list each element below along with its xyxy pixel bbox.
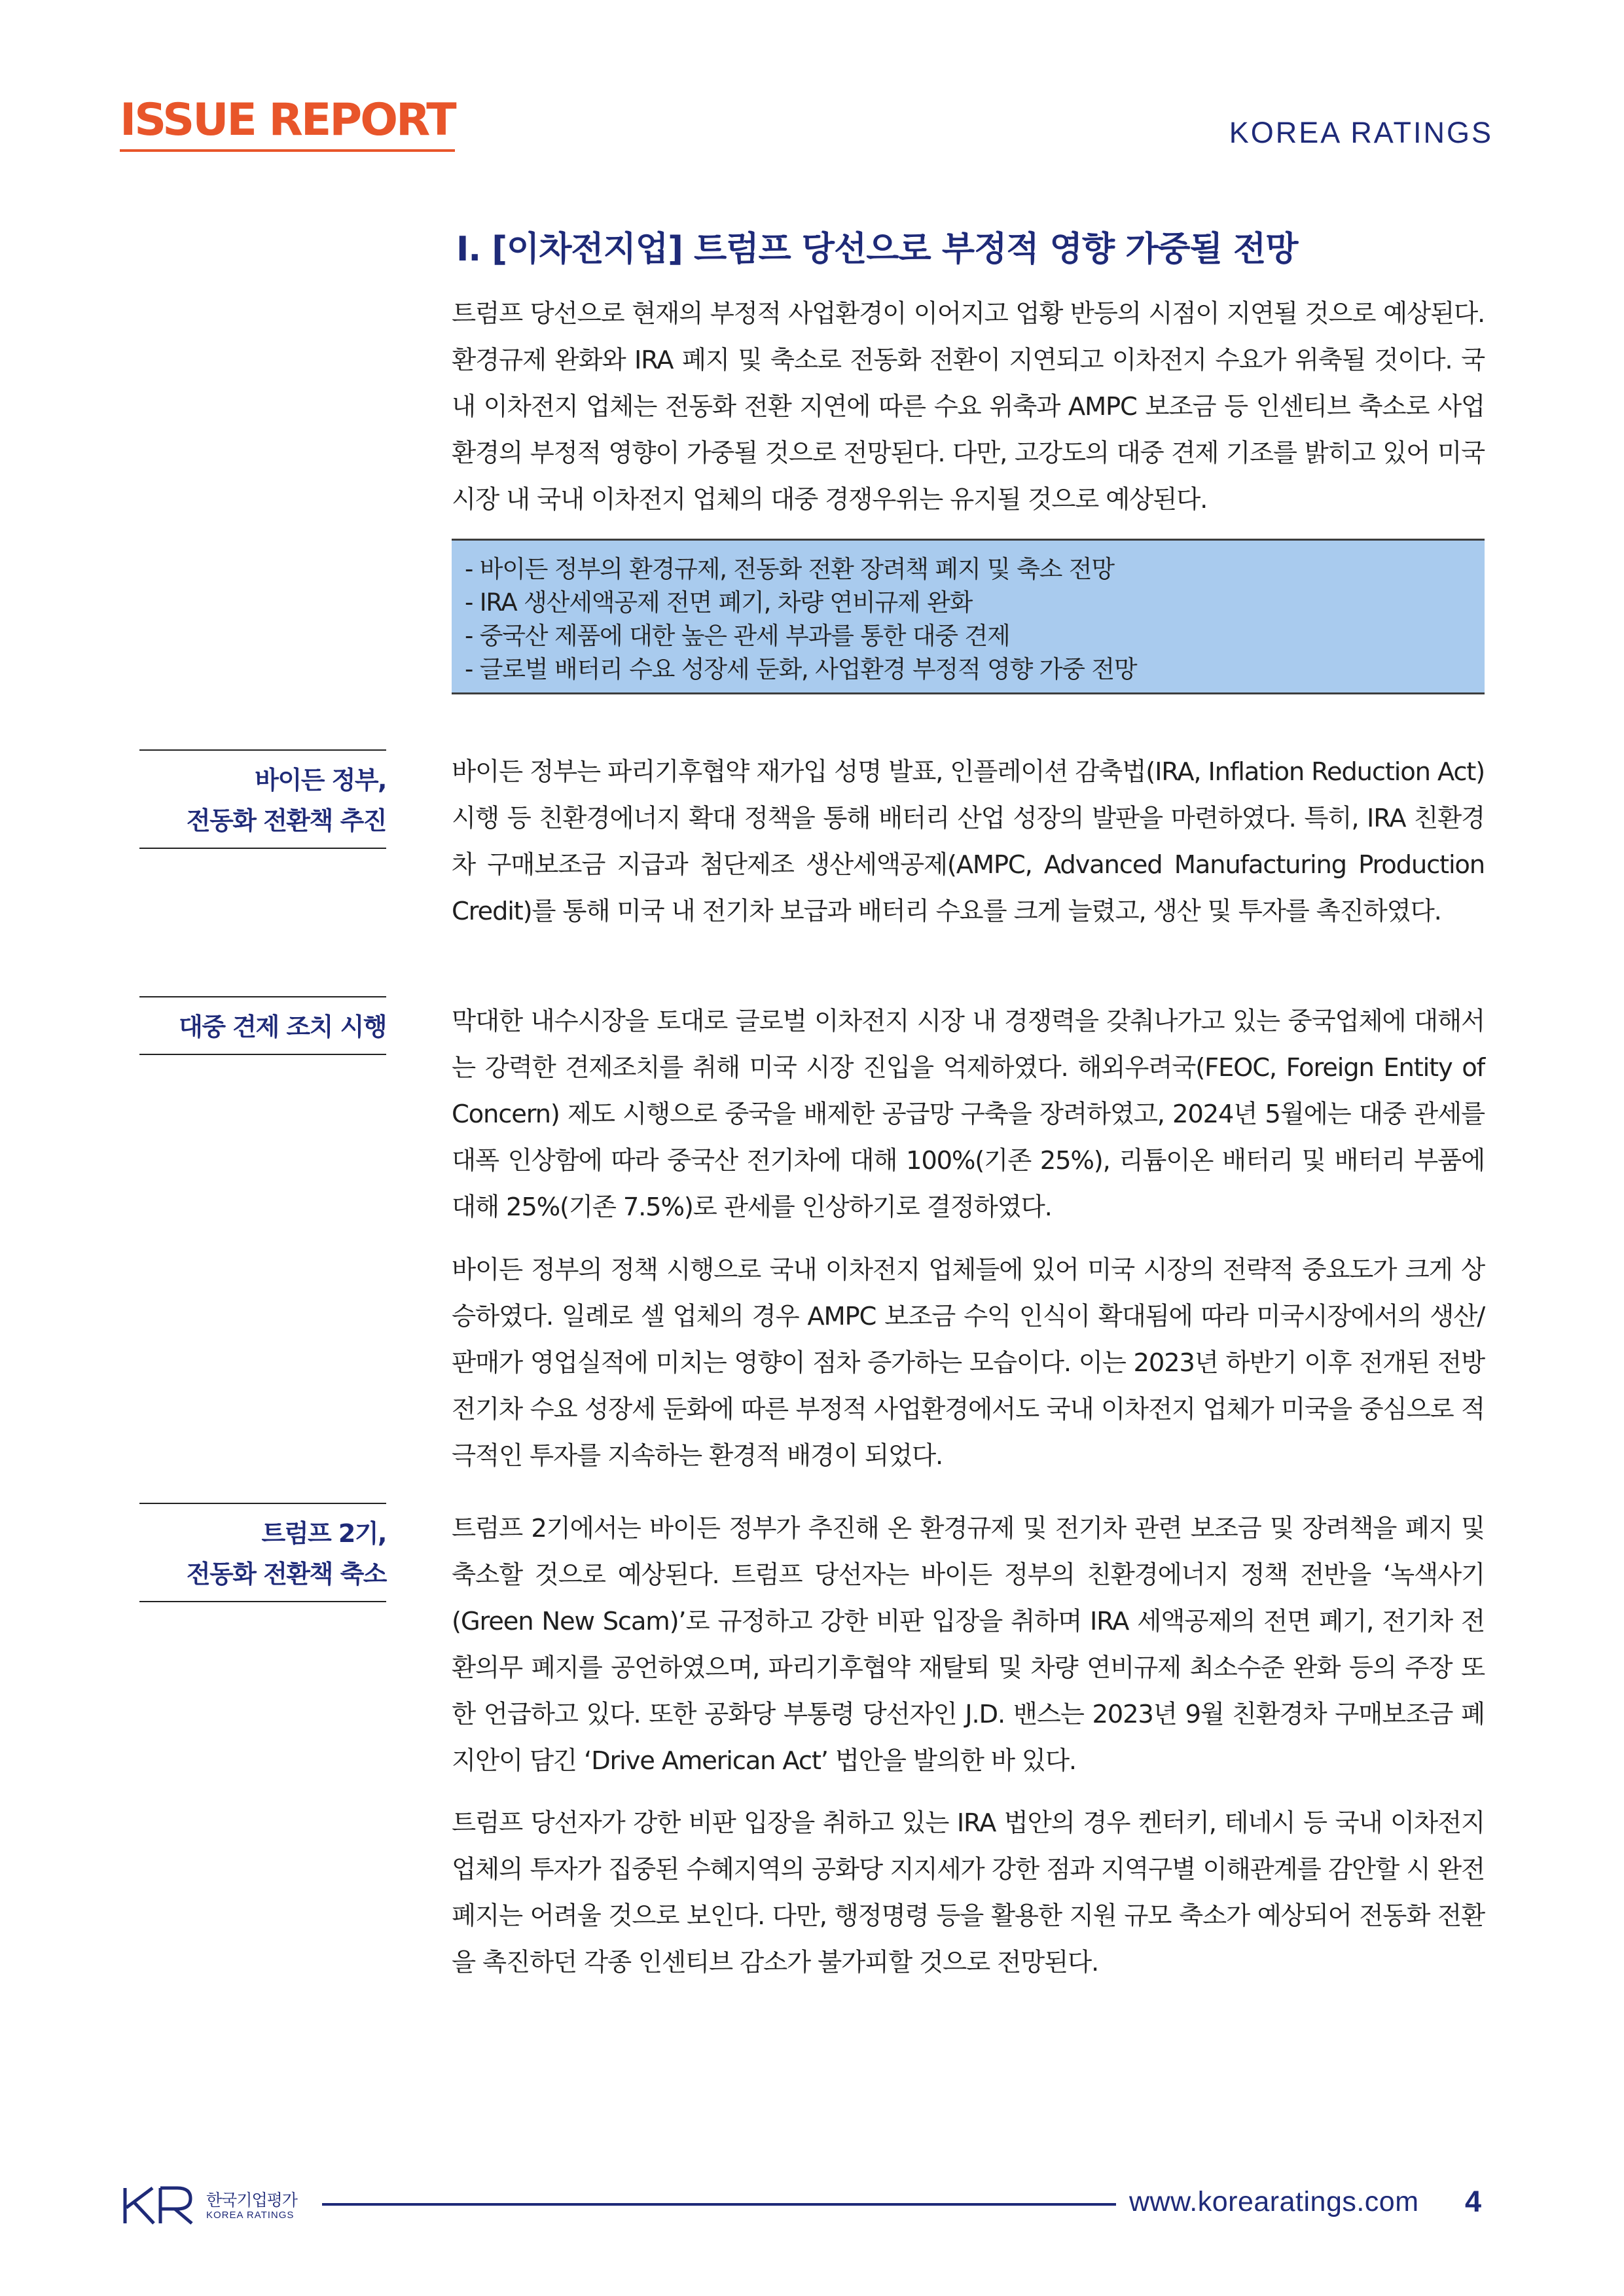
page-number: 4 xyxy=(1465,2185,1482,2218)
footer-company-korean: 한국기업평가 xyxy=(206,2191,297,2210)
report-type-underline xyxy=(120,149,455,152)
us-market-importance-paragraph: 바이든 정부의 정책 시행으로 국내 이차전지 업체들에 있어 미국 시장의 전략적 중요도가 크게 상승하였다. 일례로 셀 업체의 경우 AMPC 보조금 수익 인식이 확대됨에 따라 미국시장에서의 생산/판매가 영업실적에 미치는 영향이 점차 증가하는 모습이다. 이는 2023년 하반기 이후 전개된 전방 전기차 수요 성장세 둔화에 따른 부정적 사업환경에서도 국내 이차전지 업체가 미국을 중심으로 적극적인 투자를 지속하는 환경적 배경이 되었다. xyxy=(452,1255,1485,1471)
side-heading-trump xyxy=(139,1503,386,1602)
ira-outlook-paragraph: 트럼프 당선자가 강한 비판 입장을 취하고 있는 IRA 법안의 경우 켄터키, 테네시 등 국내 이차전지 업체의 투자가 집중된 수혜지역의 공화당 지지세가 강한 점과 지역구별 이해관계를 감안할 시 완전 폐지는 어려울 것으로 보인다. 다만, 행정명령 등을 활용한 지원 규모 축소가 예상되어 전동화 전환을 촉진하던 각종 인센티브 감소가 불가피할 것으로 전망된다. xyxy=(452,1808,1485,1977)
side-heading-line: 대중 견제 조치 시행 xyxy=(179,1013,386,1041)
brand-name: KOREA RATINGS xyxy=(1229,116,1493,149)
report-type-label: ISSUE REPORT xyxy=(120,94,455,146)
trump-policy-paragraph: 트럼프 2기에서는 바이든 정부가 추진해 온 환경규제 및 전기차 관련 보조금 및 장려책을 폐지 및 축소할 것으로 예상된다. 트럼프 당선자는 바이든 정부의 친환경에너지 정책 전반을 ‘녹색사기(Green New Scam)’로 규정하고 강한 비판 입장을 취하며 IRA 세액공제의 전면 폐기, 전기차 전환의무 폐지를 공언하였으며, 파리기후협약 재탈퇴 및 차량 연비규제 최소수준 완화 등의 주장 또한 언급하고 있다. 또한 공화당 부통령 당선자인 J.D. 밴스는 2023년 9월 친환경차 구매보조금 폐지안이 담긴 ‘Drive American Act’ 법안을 발의한 바 있다. xyxy=(452,1514,1485,1776)
summary-item: - IRA 생산세액공제 전면 폐기, 차량 연비규제 완화 xyxy=(465,588,973,617)
side-heading-line: 바이든 정부, xyxy=(255,766,386,795)
report-type-title xyxy=(120,94,455,146)
summary-item: - 중국산 제품에 대한 높은 관세 부과를 통한 대중 견제 xyxy=(465,622,1010,650)
intro-paragraph: 트럼프 당선으로 현재의 부정적 사업환경이 이어지고 업황 반등의 시점이 지연될 것으로 예상된다. 환경규제 완화와 IRA 폐지 및 축소로 전동화 전환이 지연되고 이차전지 수요가 위축될 것이다. 국내 이차전지 업체는 전동화 전환 지연에 따른 수요 위축과 AMPC 보조금 등 인센티브 축소로 사업환경의 부정적 영향이 가중될 것으로 전망된다. 다만, 고강도의 대중 견제 기조를 밝히고 있어 미국시장 내 국내 이차전지 업체의 대중 경쟁우위는 유지될 것으로 예상된다. xyxy=(452,299,1485,514)
footer-company-english: KOREA RATINGS xyxy=(206,2210,295,2221)
summary-item: - 글로벌 배터리 수요 성장세 둔화, 사업환경 부정적 영향 가중 전망 xyxy=(465,655,1137,683)
summary-item: - 바이든 정부의 환경규제, 전동화 전환 장려책 폐지 및 축소 전망 xyxy=(465,555,1114,583)
side-heading-line: 전동화 전환책 추진 xyxy=(186,806,386,835)
footer-website-link[interactable]: www.korearatings.com xyxy=(1129,2186,1419,2217)
side-heading-china-check xyxy=(139,996,386,1055)
footer-divider xyxy=(322,2203,1116,2206)
side-heading-line: 전동화 전환책 축소 xyxy=(186,1560,386,1588)
korea-ratings-logo-icon xyxy=(120,2183,198,2229)
biden-policy-paragraph: 바이든 정부는 파리기후협약 재가입 성명 발표, 인플레이션 감축법(IRA, Inflation Reduction Act) 시행 등 친환경에너지 확대 정책을 통해 배터리 산업 성장의 발판을 마련하였다. 특히, IRA 친환경차 구매보조금 지급과 첨단제조 생산세액공제(AMPC, Advanced Manufacturing Production Credit)를 통해 미국 내 전기차 보급과 배터리 수요를 크게 늘렸고, 생산 및 투자를 촉진하였다. xyxy=(452,757,1485,926)
side-heading-biden xyxy=(139,749,386,849)
side-heading-line: 트럼프 2기, xyxy=(261,1519,386,1548)
china-check-paragraph: 막대한 내수시장을 토대로 글로벌 이차전지 시장 내 경쟁력을 갖춰나가고 있는 중국업체에 대해서는 강력한 견제조치를 취해 미국 시장 진입을 억제하였다. 해외우려국(FEOC, Foreign Entity of Concern) 제도 시행으로 중국을 배제한 공급망 구축을 장려하였고, 2024년 5월에는 대중 관세를 대폭 인상함에 따라 중국산 전기차에 대해 100%(기존 25%), 리튬이온 배터리 및 배터리 부품에 대해 25%(기존 7.5%)로 관세를 인상하기로 결정하였다. xyxy=(452,1007,1485,1222)
section-title: Ⅰ. [이차전지업] 트럼프 당선으로 부정적 영향 가중될 전망 xyxy=(456,230,1298,269)
summary-box xyxy=(452,539,1485,694)
